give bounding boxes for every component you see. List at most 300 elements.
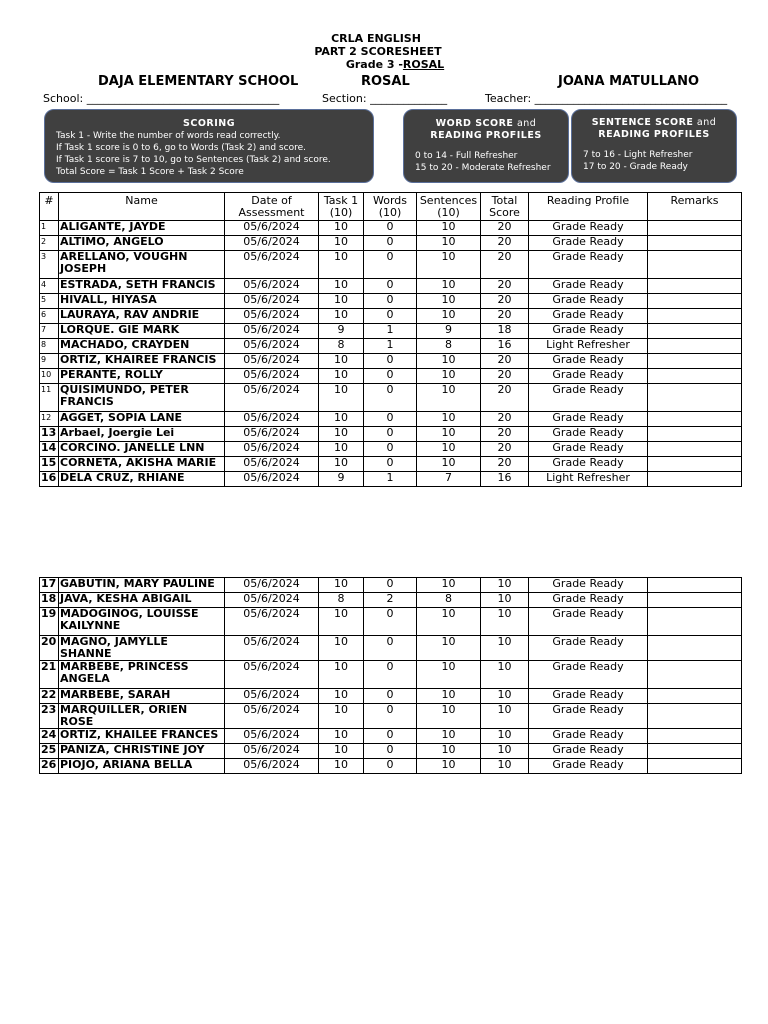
sentences-score: 10	[417, 221, 481, 236]
reading-profile: Grade Ready	[529, 578, 648, 593]
sentences-score: 10	[417, 354, 481, 369]
total-score: 20	[481, 279, 529, 294]
remarks	[648, 354, 742, 369]
sentences-score: 10	[417, 608, 481, 636]
total-score: 10	[481, 661, 529, 689]
col-header: Name	[59, 193, 225, 221]
task1-score: 10	[319, 294, 364, 309]
total-score: 10	[481, 704, 529, 729]
row-number: 7	[40, 324, 59, 339]
reading-profile: Grade Ready	[529, 442, 648, 457]
words-score: 1	[364, 339, 417, 354]
table-row	[40, 221, 742, 236]
table-row	[40, 427, 742, 442]
task1-score: 8	[319, 339, 364, 354]
remarks	[648, 593, 742, 608]
sentences-score: 10	[417, 309, 481, 324]
total-score: 20	[481, 251, 529, 279]
table-row	[40, 412, 742, 427]
sentences-score: 10	[417, 457, 481, 472]
school-name: DAJA ELEMENTARY SCHOOL	[98, 74, 299, 89]
words-score: 0	[364, 294, 417, 309]
total-score: 10	[481, 608, 529, 636]
assessment-date: 05/6/2024	[225, 354, 319, 369]
table-row	[40, 369, 742, 384]
task1-score: 10	[319, 689, 364, 704]
student-name: ALIGANTE, JAYDE	[59, 221, 225, 236]
words-score: 0	[364, 221, 417, 236]
table-row	[40, 759, 742, 774]
total-score: 20	[481, 457, 529, 472]
total-score: 20	[481, 309, 529, 324]
total-score: 20	[481, 442, 529, 457]
task1-score: 10	[319, 442, 364, 457]
student-name: ALTIMO, ANGELO	[59, 236, 225, 251]
row-number: 4	[40, 279, 59, 294]
sentences-score: 10	[417, 294, 481, 309]
reading-profile: Light Refresher	[529, 472, 648, 487]
grade-section: ROSAL	[402, 58, 445, 71]
col-header: Words (10)	[364, 193, 417, 221]
task1-score: 10	[319, 704, 364, 729]
table-row	[40, 236, 742, 251]
col-header: Reading Profile	[529, 193, 648, 221]
school-label: School: ___________________________________	[43, 92, 280, 105]
words-score: 1	[364, 324, 417, 339]
sentences-score: 10	[417, 578, 481, 593]
sentences-score: 7	[417, 472, 481, 487]
task1-score: 10	[319, 759, 364, 774]
words-score: 0	[364, 636, 417, 661]
student-name: CORCINO. JANELLE LNN	[59, 442, 225, 457]
assessment-date: 05/6/2024	[225, 593, 319, 608]
word-profile-box	[403, 109, 569, 183]
table-row	[40, 744, 742, 759]
assessment-date: 05/6/2024	[225, 339, 319, 354]
row-number: 8	[40, 339, 59, 354]
remarks	[648, 759, 742, 774]
scoring-line: Task 1 - Write the number of words read correctly.	[56, 131, 281, 141]
student-name: CORNETA, AKISHA MARIE	[59, 457, 225, 472]
row-number: 17	[40, 578, 59, 593]
scoring-line: Total Score = Task 1 Score + Task 2 Score	[56, 167, 244, 177]
table-row	[40, 729, 742, 744]
section-label: Section: ______________	[322, 92, 448, 105]
row-number: 2	[40, 236, 59, 251]
section-name: ROSAL	[361, 74, 410, 89]
sentence-profile-line: 7 to 16 - Light Refresher	[583, 150, 693, 160]
word-profile-title-a: WORD SCORE	[435, 118, 514, 129]
table-row	[40, 384, 742, 412]
total-score: 10	[481, 689, 529, 704]
table-row	[40, 472, 742, 487]
teacher-name: JOANA MATULLANO	[558, 74, 700, 89]
task1-score: 10	[319, 578, 364, 593]
assessment-date: 05/6/2024	[225, 744, 319, 759]
remarks	[648, 608, 742, 636]
reading-profile: Grade Ready	[529, 636, 648, 661]
words-score: 0	[364, 427, 417, 442]
row-number: 3	[40, 251, 59, 279]
total-score: 20	[481, 427, 529, 442]
words-score: 1	[364, 472, 417, 487]
student-name: PERANTE, ROLLY	[59, 369, 225, 384]
assessment-date: 05/6/2024	[225, 236, 319, 251]
total-score: 20	[481, 236, 529, 251]
reading-profile: Grade Ready	[529, 457, 648, 472]
reading-profile: Grade Ready	[529, 354, 648, 369]
student-name: MARBEBE, SARAH	[59, 689, 225, 704]
remarks	[648, 729, 742, 744]
total-score: 10	[481, 578, 529, 593]
assessment-date: 05/6/2024	[225, 279, 319, 294]
scoring-box	[44, 109, 374, 183]
assessment-date: 05/6/2024	[225, 608, 319, 636]
remarks	[648, 578, 742, 593]
assessment-date: 05/6/2024	[225, 384, 319, 412]
total-score: 20	[481, 369, 529, 384]
reading-profile: Grade Ready	[529, 384, 648, 412]
remarks	[648, 457, 742, 472]
sentences-score: 10	[417, 236, 481, 251]
sentences-score: 10	[417, 251, 481, 279]
header-row	[40, 193, 742, 221]
words-score: 0	[364, 661, 417, 689]
word-profile-title	[415, 118, 557, 142]
student-name: MARBEBE, PRINCESS ANGELA	[59, 661, 225, 689]
words-score: 0	[364, 608, 417, 636]
remarks	[648, 309, 742, 324]
assessment-date: 05/6/2024	[225, 578, 319, 593]
reading-profile: Grade Ready	[529, 324, 648, 339]
remarks	[648, 294, 742, 309]
task1-score: 10	[319, 369, 364, 384]
col-header: Sentences (10)	[417, 193, 481, 221]
student-name: ESTRADA, SETH FRANCIS	[59, 279, 225, 294]
row-number: 10	[40, 369, 59, 384]
words-score: 0	[364, 578, 417, 593]
assessment-date: 05/6/2024	[225, 412, 319, 427]
student-name: AGGET, SOPIA LANE	[59, 412, 225, 427]
table-row	[40, 251, 742, 279]
assessment-date: 05/6/2024	[225, 759, 319, 774]
remarks	[648, 636, 742, 661]
task1-score: 9	[319, 472, 364, 487]
total-score: 20	[481, 294, 529, 309]
table-row	[40, 442, 742, 457]
total-score: 16	[481, 339, 529, 354]
remarks	[648, 412, 742, 427]
reading-profile: Grade Ready	[529, 744, 648, 759]
sentences-score: 10	[417, 636, 481, 661]
words-score: 0	[364, 369, 417, 384]
words-score: 0	[364, 279, 417, 294]
task1-score: 10	[319, 236, 364, 251]
reading-profile: Grade Ready	[529, 427, 648, 442]
word-profile-line: 0 to 14 - Full Refresher	[415, 151, 518, 161]
total-score: 16	[481, 472, 529, 487]
sentences-score: 10	[417, 369, 481, 384]
remarks	[648, 279, 742, 294]
student-name: HIVALL, HIYASA	[59, 294, 225, 309]
total-score: 20	[481, 221, 529, 236]
student-name: GABUTIN, MARY PAULINE	[59, 578, 225, 593]
score-table-1	[39, 192, 742, 487]
reading-profile: Light Refresher	[529, 339, 648, 354]
row-number: 1	[40, 221, 59, 236]
words-score: 0	[364, 729, 417, 744]
table-row	[40, 704, 742, 729]
row-number: 5	[40, 294, 59, 309]
assessment-date: 05/6/2024	[225, 221, 319, 236]
assessment-date: 05/6/2024	[225, 324, 319, 339]
task1-score: 10	[319, 384, 364, 412]
row-number: 22	[40, 689, 59, 704]
sentences-score: 8	[417, 339, 481, 354]
task1-score: 10	[319, 221, 364, 236]
assessment-date: 05/6/2024	[225, 369, 319, 384]
scoring-line: If Task 1 score is 0 to 6, go to Words (Task 2) and score.	[56, 143, 306, 153]
reading-profile: Grade Ready	[529, 593, 648, 608]
task1-score: 10	[319, 608, 364, 636]
assessment-date: 05/6/2024	[225, 661, 319, 689]
col-header: #	[40, 193, 59, 221]
reading-profile: Grade Ready	[529, 369, 648, 384]
remarks	[648, 324, 742, 339]
remarks	[648, 744, 742, 759]
row-number: 26	[40, 759, 59, 774]
table-row	[40, 689, 742, 704]
reading-profile: Grade Ready	[529, 729, 648, 744]
task1-score: 9	[319, 324, 364, 339]
words-score: 0	[364, 236, 417, 251]
student-name: MACHADO, CRAYDEN	[59, 339, 225, 354]
remarks	[648, 472, 742, 487]
remarks	[648, 704, 742, 729]
assessment-date: 05/6/2024	[225, 636, 319, 661]
remarks	[648, 251, 742, 279]
task1-score: 10	[319, 744, 364, 759]
assessment-date: 05/6/2024	[225, 689, 319, 704]
row-number: 13	[40, 427, 59, 442]
table-row	[40, 457, 742, 472]
row-number: 12	[40, 412, 59, 427]
student-name: ARELLANO, VOUGHN JOSEPH	[59, 251, 225, 279]
reading-profile: Grade Ready	[529, 294, 648, 309]
assessment-date: 05/6/2024	[225, 729, 319, 744]
table-row	[40, 309, 742, 324]
words-score: 0	[364, 689, 417, 704]
table-row	[40, 339, 742, 354]
table-row	[40, 608, 742, 636]
reading-profile: Grade Ready	[529, 251, 648, 279]
table-row	[40, 578, 742, 593]
sentence-profile-title-b: and	[693, 117, 717, 128]
total-score: 20	[481, 354, 529, 369]
col-header: Total Score	[481, 193, 529, 221]
total-score: 18	[481, 324, 529, 339]
words-score: 0	[364, 412, 417, 427]
doc-subtitle: PART 2 SCORESHEET	[314, 45, 442, 58]
words-score: 0	[364, 251, 417, 279]
total-score: 10	[481, 744, 529, 759]
col-header: Task 1 (10)	[319, 193, 364, 221]
reading-profile: Grade Ready	[529, 309, 648, 324]
row-number: 18	[40, 593, 59, 608]
total-score: 10	[481, 759, 529, 774]
remarks	[648, 339, 742, 354]
words-score: 0	[364, 384, 417, 412]
scoring-line: If Task 1 score is 7 to 10, go to Sentences (Task 2) and score.	[56, 155, 331, 165]
student-name: MADOGINOG, LOUISSE KAILYNNE	[59, 608, 225, 636]
reading-profile: Grade Ready	[529, 661, 648, 689]
table-row	[40, 294, 742, 309]
sentences-score: 10	[417, 704, 481, 729]
row-number: 24	[40, 729, 59, 744]
reading-profile: Grade Ready	[529, 279, 648, 294]
task1-score: 10	[319, 661, 364, 689]
task1-score: 10	[319, 729, 364, 744]
reading-profile: Grade Ready	[529, 221, 648, 236]
student-name: MARQUILLER, ORIEN ROSE	[59, 704, 225, 729]
reading-profile: Grade Ready	[529, 236, 648, 251]
row-number: 21	[40, 661, 59, 689]
student-name: PIOJO, ARIANA BELLA	[59, 759, 225, 774]
total-score: 20	[481, 384, 529, 412]
remarks	[648, 427, 742, 442]
row-number: 15	[40, 457, 59, 472]
total-score: 10	[481, 593, 529, 608]
row-number: 20	[40, 636, 59, 661]
sentences-score: 9	[417, 324, 481, 339]
remarks	[648, 384, 742, 412]
student-name: Arbael, Joergie Lei	[59, 427, 225, 442]
table-row	[40, 324, 742, 339]
student-name: ORTIZ, KHAILEE FRANCES	[59, 729, 225, 744]
row-number: 6	[40, 309, 59, 324]
student-name: QUISIMUNDO, PETER FRANCIS	[59, 384, 225, 412]
row-number: 14	[40, 442, 59, 457]
word-profile-line: 15 to 20 - Moderate Refresher	[415, 163, 551, 173]
words-score: 0	[364, 744, 417, 759]
task1-score: 10	[319, 636, 364, 661]
table-row	[40, 636, 742, 661]
table-row	[40, 593, 742, 608]
words-score: 0	[364, 704, 417, 729]
task1-score: 10	[319, 309, 364, 324]
table-row	[40, 279, 742, 294]
total-score: 10	[481, 729, 529, 744]
student-name: JAVA, KESHA ABIGAIL	[59, 593, 225, 608]
task1-score: 10	[319, 251, 364, 279]
assessment-date: 05/6/2024	[225, 251, 319, 279]
assessment-date: 05/6/2024	[225, 427, 319, 442]
sentences-score: 10	[417, 759, 481, 774]
words-score: 0	[364, 354, 417, 369]
row-number: 25	[40, 744, 59, 759]
reading-profile: Grade Ready	[529, 689, 648, 704]
row-number: 16	[40, 472, 59, 487]
reading-profile: Grade Ready	[529, 412, 648, 427]
student-name: LORQUE. GIE MARK	[59, 324, 225, 339]
words-score: 0	[364, 457, 417, 472]
teacher-label: Teacher: ___________________________________	[485, 92, 728, 105]
sentences-score: 10	[417, 689, 481, 704]
row-number: 23	[40, 704, 59, 729]
sentences-score: 10	[417, 661, 481, 689]
remarks	[648, 442, 742, 457]
row-number: 19	[40, 608, 59, 636]
assessment-date: 05/6/2024	[225, 472, 319, 487]
remarks	[648, 221, 742, 236]
remarks	[648, 236, 742, 251]
table-row	[40, 354, 742, 369]
table-row	[40, 661, 742, 689]
student-name: PANIZA, CHRISTINE JOY	[59, 744, 225, 759]
scoring-title: SCORING	[183, 118, 235, 129]
remarks	[648, 661, 742, 689]
score-table-2	[39, 577, 742, 774]
row-number: 11	[40, 384, 59, 412]
task1-score: 10	[319, 412, 364, 427]
sentences-score: 8	[417, 593, 481, 608]
sentences-score: 10	[417, 427, 481, 442]
assessment-date: 05/6/2024	[225, 457, 319, 472]
sentences-score: 10	[417, 279, 481, 294]
task1-score: 10	[319, 457, 364, 472]
sentence-profile-title-a: SENTENCE SCORE	[591, 117, 694, 128]
words-score: 0	[364, 442, 417, 457]
sentences-score: 10	[417, 384, 481, 412]
sentences-score: 10	[417, 729, 481, 744]
words-score: 2	[364, 593, 417, 608]
sentences-score: 10	[417, 744, 481, 759]
task1-score: 10	[319, 427, 364, 442]
student-name: DELA CRUZ, RHIANE	[59, 472, 225, 487]
sentence-profile-title	[583, 117, 725, 141]
word-profile-title-c: READING PROFILES	[430, 130, 542, 141]
sentence-profile-title-c: READING PROFILES	[598, 129, 710, 140]
doc-title: CRLA ENGLISH	[331, 32, 421, 45]
student-name: LAURAYA, RAV ANDRIE	[59, 309, 225, 324]
assessment-date: 05/6/2024	[225, 704, 319, 729]
total-score: 10	[481, 636, 529, 661]
reading-profile: Grade Ready	[529, 704, 648, 729]
student-name: MAGNO, JAMYLLE SHANNE	[59, 636, 225, 661]
col-header: Remarks	[648, 193, 742, 221]
words-score: 0	[364, 309, 417, 324]
reading-profile: Grade Ready	[529, 608, 648, 636]
sentence-profile-box	[571, 109, 737, 183]
sentences-score: 10	[417, 412, 481, 427]
remarks	[648, 689, 742, 704]
row-number: 9	[40, 354, 59, 369]
task1-score: 10	[319, 279, 364, 294]
sentences-score: 10	[417, 442, 481, 457]
total-score: 20	[481, 412, 529, 427]
word-profile-title-b: and	[513, 118, 537, 129]
assessment-date: 05/6/2024	[225, 442, 319, 457]
words-score: 0	[364, 759, 417, 774]
assessment-date: 05/6/2024	[225, 294, 319, 309]
student-name: ORTIZ, KHAIREE FRANCIS	[59, 354, 225, 369]
task1-score: 10	[319, 354, 364, 369]
col-header: Date of Assessment	[225, 193, 319, 221]
grade-line	[11, 58, 768, 71]
grade-label: Grade 3 -	[345, 58, 403, 71]
reading-profile: Grade Ready	[529, 759, 648, 774]
sentence-profile-line: 17 to 20 - Grade Ready	[583, 162, 688, 172]
